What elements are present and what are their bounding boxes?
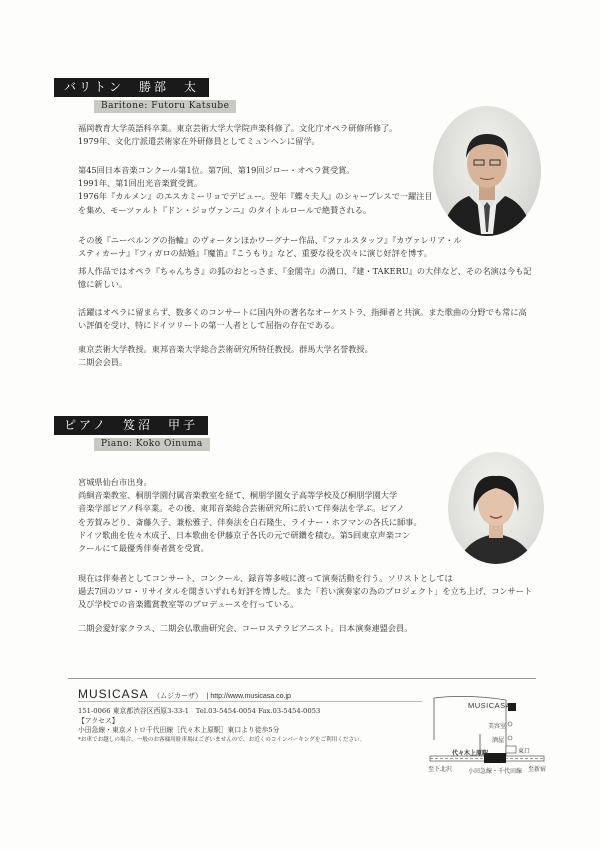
- piano-romaji: Piano: Koko Oinuma: [101, 439, 203, 449]
- baritone-bio-line: 1991年、第1回出光音楽賞受賞。: [78, 178, 203, 189]
- baritone-bio-line: 福岡教育大学英語科卒業。東京芸術大学大学院声楽科修了。文化庁オペラ研修所修了。: [78, 123, 398, 133]
- baritone-name-bar: [54, 78, 209, 97]
- baritone-portrait-icon: [433, 106, 541, 236]
- baritone-bio-line: 1979年、文化庁派遣芸術家在外研修員としてミュンヘンに留学。: [78, 136, 320, 147]
- piano-bio-line: クールにて最優秀伴奏者賞を受賞。: [78, 543, 209, 554]
- baritone-bio-line: を集め、モーツァルト『ドン・ジョヴァンニ』のタイトルロールで絶賛される。: [78, 204, 372, 215]
- baritone-bio-line: 邦人作品ではオペラ『ちゃんちき』の狐のおとっさま、『金閣寺』の溝口、『建・TAKERU』の大伴など、その名演は今も記: [78, 266, 532, 276]
- map-line: 小田急線・千代田線: [468, 768, 523, 775]
- baritone-bio-line: 1976年『カルメン』のエスカミーリョでデビュー。翌年『蝶々夫人』のシャープレスで一躍注目: [78, 191, 433, 202]
- piano-bio-line: 過去7回のソロ・リサイタルを開きいずれも好評を博した。また「若い演奏家の為のプロジェクト」を立ち上げ、コンサート: [78, 586, 533, 597]
- baritone-bio-line: 第45回日本音楽コンクール第1位。第7回、第19回ジロー・オペラ賞受賞。: [78, 165, 355, 175]
- piano-bio-line: 現在は伴奏者としてコンサート、コンクール、録音等多岐に渡って演奏活動を行う。ソリストとしては: [78, 573, 453, 583]
- piano-bio-p3: [78, 622, 412, 635]
- baritone-name: バリトン 勝部 太: [64, 80, 200, 94]
- pianist-portrait-icon: [448, 452, 544, 564]
- baritone-bio-p4: [78, 265, 531, 291]
- piano-bio-line: 尚絅音楽教室、桐朋学園付属音楽教室を経て、桐朋学園女子高等学校及び桐朋学園大学: [78, 490, 398, 501]
- map-left-dest: 至下北沢: [428, 766, 453, 773]
- piano-photo: [448, 452, 544, 564]
- baritone-bio-line: スティカーナ』『フィガロの結婚』『魔笛』『こうもり』など、重要な役を次々に演じ好評を博す。: [78, 248, 433, 259]
- footer-access: 小田急線・東京メトロ千代田線［代々木上原駅］東口より徒歩5分: [78, 726, 280, 735]
- access-map: [428, 690, 548, 780]
- map-station: 代々木上原駅: [452, 750, 489, 757]
- footer-address: 151-0066 東京都渋谷区西原3-33-1 Tel.03-5454-0054 Fax.03-5454-0053: [78, 707, 321, 715]
- piano-bio-p2: [78, 572, 532, 612]
- baritone-bio-p2: [78, 164, 433, 217]
- baritone-bio-p6: [78, 343, 373, 369]
- map-landmark1: 美容室: [488, 723, 507, 730]
- footer-url[interactable]: | http://www.musicasa.co.jp: [206, 693, 291, 700]
- footer-parking-note: *お車でお越しの場合、一般のお客様用駐車場はございませんので、お近くのコインパーキングをご利用ください。: [78, 736, 366, 743]
- baritone-romaji-bar: [94, 100, 236, 113]
- map-landmark2: 酒屋: [492, 737, 505, 744]
- baritone-bio-line: その後『ニーベルングの指輪』のヴォータンほかワーグナー作品、『ファルスタッフ』『カヴァレリア・ル: [78, 235, 462, 245]
- baritone-bio-line: い評価を受け、特にドイツリートの第一人者として屈指の存在である。: [78, 320, 340, 331]
- baritone-bio-p1: [78, 122, 397, 148]
- piano-romaji-bar: [94, 438, 210, 451]
- map-right-dest: 至新宿: [528, 766, 547, 773]
- baritone-bio-line: 憶に新しい。: [78, 279, 128, 290]
- baritone-bio-line: 東京芸術大学教授。東邦音楽大学総合芸術研究所特任教授。群馬大学名誉教授。: [78, 344, 373, 354]
- piano-name: ピアノ 笈沼 甲子: [64, 418, 199, 432]
- piano-bio-p1: [78, 476, 422, 555]
- piano-bio-line: 二期会愛好家クラス、二期会仏歌曲研究会、コーロステラピアニスト。日本演奏連盟会員。: [78, 623, 413, 633]
- baritone-photo: [433, 106, 541, 236]
- footer-brand-kana: （ムジカーザ）: [153, 693, 203, 700]
- baritone-bio-p5: [78, 306, 527, 332]
- baritone-bio-line: 二期会会員。: [78, 357, 128, 368]
- map-venue-label: MUSICASA: [468, 701, 512, 710]
- piano-bio-line: 宮城県仙台市出身。: [78, 477, 152, 487]
- baritone-bio-line: 活躍はオペラに留まらず、数多くのコンサートに国内外の著名なオーケストラ、指揮者と共演。また歌曲の分野でも常に高: [78, 307, 527, 317]
- footer-brand: MUSICASA: [78, 687, 149, 701]
- piano-name-bar: [54, 416, 208, 435]
- map-east-exit: 東口: [518, 748, 531, 755]
- footer-details: [78, 707, 365, 745]
- piano-bio-line: 及び学校での音楽鑑賞教室等のプロデュースを行っている。: [78, 599, 299, 610]
- piano-bio-line: ドイツ歌曲を佐々木成子、日本歌曲を伊藤京子各氏の元で研鑽を積む。第5回東京声楽コン: [78, 529, 411, 540]
- footer-divider: [68, 678, 536, 679]
- piano-bio-line: 音楽学部ピアノ科卒業。その後、東邦音楽総合芸術研究所に於いて伴奏法を学ぶ。ピアノ: [78, 503, 405, 514]
- piano-bio-line: を芳賀みどり、斎藤久子、兼松雅子、伴奏法を白石隆生、ライナー・ホフマンの各氏に師事。: [78, 516, 422, 527]
- footer-brand-underline: [78, 701, 422, 702]
- baritone-romaji: Baritone: Futoru Katsube: [101, 101, 230, 111]
- baritone-bio-p3: [78, 234, 462, 260]
- footer-access-title: 【アクセス】: [78, 716, 119, 725]
